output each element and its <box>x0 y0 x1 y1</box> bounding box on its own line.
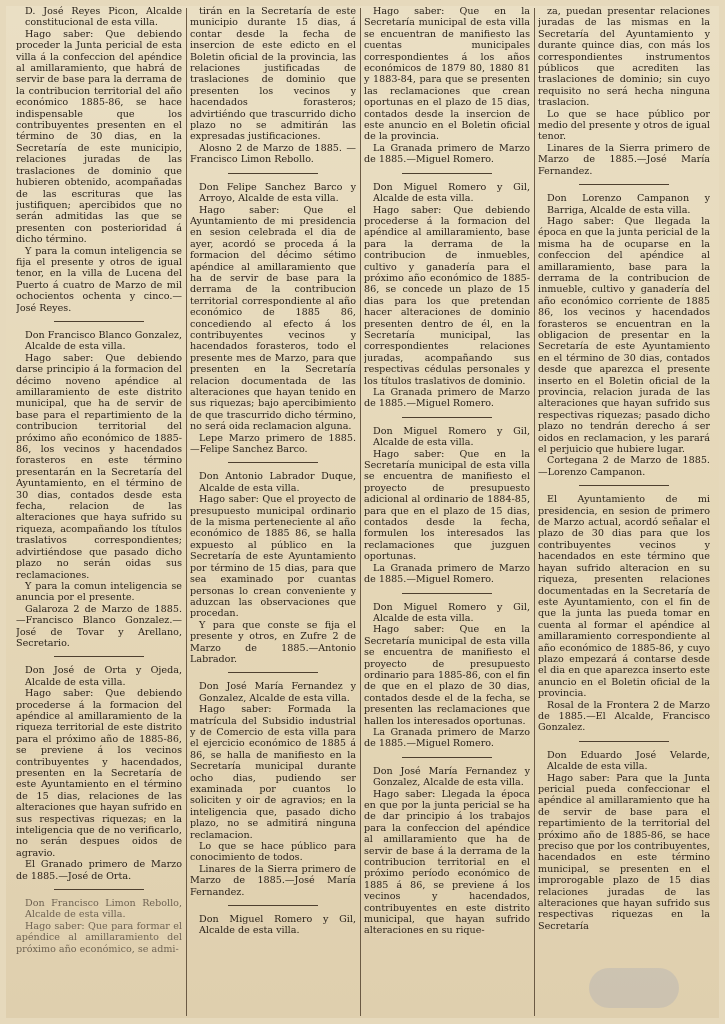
edict-notice <box>364 182 530 410</box>
library-watermark <box>589 968 679 1008</box>
notice-separator <box>228 173 318 174</box>
notice-paragraph: Lo que se hace público para conocimiento de todos. <box>190 841 356 864</box>
edict-notice <box>190 182 356 456</box>
notice-paragraph: Hago saber: Que debiendo proceder la Junta pericial de esta villa á la confeccion del apéndice al amillaramiento, que habrá de servir de base para la derrama de la contribucion territorial del año económico 1885-86, se hace indispensable que los contribuyentes presenten en el término de 30 dias, en la Secretaría de este municipio, relaciones juradas de las traslaciones de dominio que hubieren obtenido, acompañadas de las escrituras que las justifiquen; apercibidos que no serán admitidas las que se presenten con posterioridad á dicho término. <box>16 28 182 246</box>
notice-heading: D. José Reyes Picon, Alcalde constitucional de esta villa. <box>25 6 182 29</box>
notice-separator <box>228 905 318 906</box>
notice-paragraph: Hago saber: Que debiendo procederse á la formacion del apéndice al amillaramiento, base para la derrama de la contribucion de inmuebles, cultivo y ganadería para el próximo año económico de 1885-86, se concede un plazo de 15 dias para los que pretendan hacer alteraciones de dominio presenten dentro de él, en la Secretaría municipal, las correspondientes relaciones juradas, acompañando sus respectivas cédulas personales y los títulos traslativos de dominio. <box>364 204 530 387</box>
notice-paragraph: Hago saber: Que en la Secretaría municipal de esta villa se encuentra de manifiesto el proyecto de presupuesto adicional al ordinario de 1884-85, para que en el plazo de 15 dias, contados desde la fecha, formulen los interesados las reclamaciones que juzguen oportunas. <box>364 448 530 563</box>
notice-paragraph: Hago saber: Que debiendo procederse á la formacion del apéndice al amillaramiento de la riqueza territorial de este distrito para el próximo año de 1885-86, se previene á los vecinos contribuyentes y hacendados, presenten en la Secretaría de este Ayuntamiento en el término de 15 dias, relaciones de las alteraciones que hayan sufrido en sus respectivas riquezas; en la inteligencia que de no verificarlo, no serán despues oidos de agravio. <box>16 688 182 859</box>
edict-notice <box>538 494 710 734</box>
notice-separator <box>579 741 669 742</box>
notice-paragraph: Linares de la Sierra primero de Marzo de 1885.—José María Fernandez. <box>538 142 710 177</box>
notice-heading: Don Antonio Labrador Duque, Alcalde de esta villa. <box>199 471 356 494</box>
notice-paragraph: Hago saber: Formada la matrícula del Subsidio industrial y de Comercio de esta villa para el ejercicio económico de 1885 á 86, se halla de manifiesto en la Secretaría municipal durante ocho dias, pudiendo ser examinada por cuantos lo soliciten y oir de agravios; en la inteligencia que, pasado dicho plazo, no se admitirá ninguna reclamacion. <box>190 704 356 841</box>
notice-paragraph: La Granada primero de Marzo de 1885.—Miguel Romero. <box>364 726 530 750</box>
notice-separator <box>54 321 144 322</box>
edict-notice <box>364 602 530 750</box>
notice-heading: Don Miguel Romero y Gil, Alcalde de esta villa. <box>199 914 356 937</box>
notice-paragraph: Hago saber: Que en la Secretaría municipal de esta villa se encuentran de manifiesto las cuentas municipales correspondientes á los años económicos de 1879 80, 1880 81 y 1883-84, para que se presenten las reclamaciones que crean oportunas en el plazo de 15 dias, contados desde la insercion de este anuncio en el Boletin oficial de la provincia. <box>364 6 530 143</box>
notice-paragraph: tirán en la Secretaría de este municipio durante 15 dias, á contar desde la fecha de insercion de este edicto en el Boletin oficial de la provincia, las relaciones justificadas de traslaciones de dominio que presenten los vecinos y hacendados forasteros; advirtiéndo que trascurrido dicho plazo no se admitirán las expresadas justificaciones. <box>190 6 356 143</box>
notice-heading: Don José María Fernandez y Gonzalez, Alcalde de esta villa. <box>373 765 530 789</box>
notice-paragraph: Y para que conste se fija el presente y otros, en Zufre 2 de Marzo de 1885.—Antonio Labrador. <box>190 619 356 665</box>
notice-paragraph: La Granada primero de Marzo de 1885.—Miguel Romero. <box>364 142 530 166</box>
notice-heading: Don Eduardo José Velarde, Alcalde de esta villa. <box>547 749 710 773</box>
notice-separator <box>579 485 669 486</box>
notice-heading: Don José María Fernandez y Gonzalez, Alcalde de esta villa. <box>199 681 356 704</box>
notice-heading: Don Francisco Limon Rebollo, Alcalde de esta villa. <box>25 898 182 921</box>
notice-paragraph: Linares de la Sierra primero de Marzo de 1885.—José María Fernandez. <box>190 863 356 898</box>
column-4 <box>538 6 710 1018</box>
notice-paragraph: Hago saber: Que el Ayuntamiento de mi presidencia en sesion celebrada el dia de ayer, acordó se proceda á la formacion del décimo sétimo apéndice al amillaramiento que ha de servir de base para la derrama de la contribucion territorial correspondiente al año económico de 1885 86, concediendo al efecto á los contribuyentes vecinos y hacendados forasteros, todo el presente mes de Marzo, para que presenten en la Secretaría relacion documentada de las alteraciones que hayan tenido en sus riquezas; bajo apercibimiento de que trascurrido dicho término, no será oida reclamacion alguna. <box>190 204 356 433</box>
notice-heading: Don José de Orta y Ojeda, Alcalde de esta villa. <box>25 665 182 688</box>
edict-notice <box>190 681 356 898</box>
column-3 <box>364 6 530 1018</box>
notice-heading: Don Miguel Romero y Gil, Alcalde de esta villa. <box>373 181 530 205</box>
notice-paragraph: Lo que se hace público por medio del presente y otros de igual tenor. <box>538 108 710 143</box>
notice-heading: Don Felipe Sanchez Barco y Arroyo, Alcalde de esta villa. <box>199 181 356 205</box>
notice-paragraph: Hago saber: Llegada la época en que por la junta pericial se ha de dar principio á los trabajos para la confeccion del apéndice al amillaramiento que ha de servir de base á la derrama de la contribucion territorial en el próximo período económico de 1885 á 86, se previene á los vecinos y hacendados, contribuyentes en este distrito municipal, que hayan sufrido alteraciones en su rique- <box>364 788 530 937</box>
notice-paragraph: Cortegana 2 de Marzo de 1885. —Lorenzo Campanon. <box>538 455 710 478</box>
edict-notice <box>538 6 710 177</box>
newspaper-page <box>6 6 719 1018</box>
notice-heading: Don Miguel Romero y Gil, Alcalde de esta villa. <box>373 425 530 449</box>
edict-notice <box>190 6 356 166</box>
notice-paragraph: Rosal de la Frontera 2 de Marzo de 1885.—El Alcalde, Francisco Gonzalez. <box>538 699 710 734</box>
edict-notice <box>16 665 182 882</box>
notice-paragraph: El Granado primero de Marzo de 1885.—José de Orta. <box>16 859 182 882</box>
notice-separator <box>402 757 492 758</box>
notice-heading: Don Miguel Romero y Gil, Alcalde de esta villa. <box>373 601 530 624</box>
edict-notice <box>190 471 356 665</box>
notice-separator <box>228 672 318 673</box>
edict-notice <box>364 766 530 937</box>
notice-paragraph: Hago saber: Que en la Secretaría municipal de esta villa se encuentra de manifiesto el proyecto de presupuesto ordinario para 1885-86, con el fin de que en el plazo de 30 dias, contados desde el de la fecha, se presenten las reclamaciones que hallen los interesados oportunas. <box>364 624 530 727</box>
notice-separator <box>402 593 492 594</box>
notice-paragraph: Y para la comun inteligencia se anuncia por el presente. <box>16 580 182 604</box>
edict-notice <box>16 330 182 649</box>
notice-paragraph: Hago saber: Que debiendo darse principio á la formacion del décimo noveno apéndice al amillaramiento de este distrito municipal, que ha de servir de base para el repartimiento de la contribucion territorial del próximo año económico de 1885-86, los vecinos y hacendados forasteros en este término presentarán en la Secretaría del Ayuntamiento, en el término de 30 dias, contados desde esta fecha, relacion de las alteraciones que haya sufrido su riqueza, acompañando los títulos traslativos correspondientes; advirtiéndose que pasado dicho plazo no serán oidas sus reclamaciones. <box>16 352 182 581</box>
notice-separator <box>54 889 144 890</box>
notice-paragraph: La Granada primero de Marzo de 1885.—Miguel Romero. <box>364 387 530 410</box>
notice-paragraph: Hago saber: Para que la Junta pericial pueda confeccionar el apéndice al amillaramiento que ha de servir de base para el repartimiento de la territorial del próximo año de 1885-86, se hace preciso que por los contribuyentes, hacendados en este término municipal, se presenten en el improrogable plazo de 15 dias relaciones juradas de las alteraciones que hayan sufrido sus respectivas riquezas en la Secretaría <box>538 772 710 932</box>
notice-heading: Don Francisco Blanco Gonzalez, Alcalde de esta villa. <box>25 329 182 353</box>
notice-separator <box>402 417 492 418</box>
edict-notice <box>190 914 356 937</box>
column-rule <box>186 8 187 1016</box>
notice-separator <box>228 462 318 463</box>
notice-paragraph: La Granada primero de Marzo de 1885.—Miguel Romero. <box>364 562 530 586</box>
notice-paragraph: Hago saber: Que llegada la época en que la junta pericial de la misma ha de ocuparse en la confeccion del apéndice al amillaramiento, base para la derrama de la contribucion de inmueble, cultivo y ganadería del año económico corriente de 1885 86, los vecinos y hacendados forasteros se encuentran en la obligacion de presentar en la Secretaría de este Ayuntamiento en el término de 30 dias, contados desde que aparezca el presente inserto en el Boletin oficial de la provincia, relacion jurada de las alteraciones que hayan sufrido sus respectivas riquezas; pasado dicho plazo no tendrán derecho á ser oidos en reclamacion, y les parará el perjuicio que hubiere lugar. <box>538 215 710 456</box>
edict-notice <box>364 426 530 586</box>
edict-notice <box>538 750 710 933</box>
notice-paragraph: Hago saber: Que el proyecto de presupuesto municipal ordinario de la misma perteneciente al año económico de 1885 86, se halla expuesto al público en la Secretaría de este Ayuntamiento por término de 15 dias, para que sea examinado por cuantas personas lo crean conveniente y aduzcan las observaciones que procedan. <box>190 494 356 620</box>
notice-separator <box>402 173 492 174</box>
notice-paragraph: Galaroza 2 de Marzo de 1885. —Francisco Blanco Gonzalez.— José de Tovar y Arellano, Secretario. <box>16 603 182 649</box>
edict-notice <box>364 6 530 166</box>
column-rule <box>360 8 361 1016</box>
edict-notice <box>16 898 182 955</box>
notice-paragraph: za, puedan presentar relaciones juradas de las mismas en la Secretaría del Ayuntamiento y durante quince dias, con más los correspondientes instrumentos públicos que acrediten las traslaciones de dominio; sin cuyo requisito no será hecha ninguna traslacion. <box>538 6 710 109</box>
notice-paragraph: Y para la comun inteligencia se fija el presente y otros de igual tenor, en la villa de Lucena del Puerto á cuatro de Marzo de mil ochocientos ochenta y cinco.—José Reyes. <box>16 245 182 314</box>
notice-heading: Don Lorenzo Campanon y Barriga, Alcalde de esta villa. <box>547 193 710 216</box>
edict-notice <box>16 6 182 314</box>
column-rule <box>534 8 535 1016</box>
column-1 <box>16 6 182 1018</box>
edict-notice <box>538 193 710 478</box>
notice-paragraph: Lepe Marzo primero de 1885. —Felipe Sanchez Barco. <box>190 432 356 456</box>
notice-separator <box>54 656 144 657</box>
notice-paragraph: Alosno 2 de Marzo de 1885. —Francisco Limon Rebollo. <box>190 142 356 166</box>
column-2 <box>190 6 356 1018</box>
notice-separator <box>579 184 669 185</box>
notice-paragraph: El Ayuntamiento de mi presidencia, en sesion de primero de Marzo actual, acordó señalar el plazo de 30 dias para que los contribuyentes vecinos y hacendados en este término que hayan sufrido alteracion en su riqueza, presenten relaciones documentadas en la Secretaría de este Ayuntamiento, con el fin de que la junta las pueda tomar en cuenta al formar el apéndice al amillaramiento correspondiente al año económico de 1885-86, y cuyo plazo empezará á contarse desde el dia en que aparezca inserto este anuncio en el Boletin oficial de la provincia. <box>538 494 710 700</box>
notice-paragraph: Hago saber: Que para formar el apéndice al amillaramiento del próximo año económico, se admi- <box>16 920 182 955</box>
